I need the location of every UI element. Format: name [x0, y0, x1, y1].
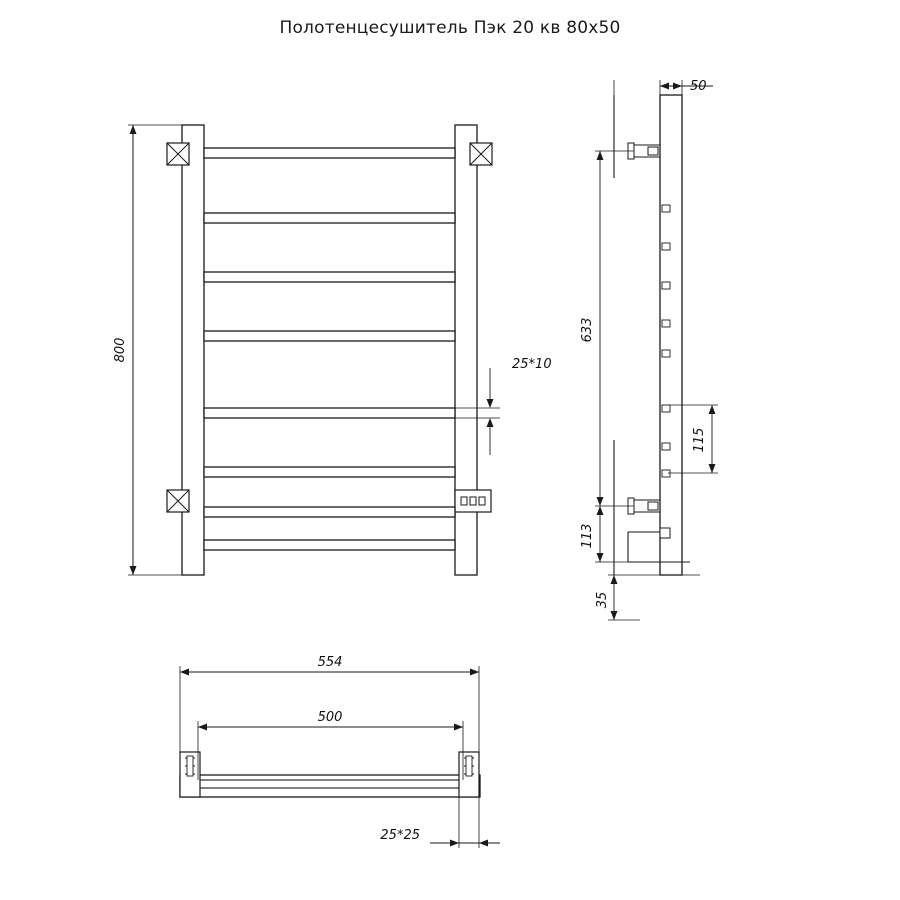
side-rail-stub — [662, 443, 670, 450]
top-rail — [198, 780, 463, 788]
side-rail-stub — [662, 282, 670, 289]
dim-top-profile: 25*25 — [380, 828, 420, 843]
front-rail — [204, 507, 455, 517]
dim-side-width: 50 — [690, 79, 707, 94]
front-rail — [204, 272, 455, 282]
front-rail — [204, 467, 455, 477]
side-body — [660, 95, 682, 575]
front-rail — [204, 540, 455, 550]
side-rail-stub — [662, 470, 670, 477]
front-rail — [204, 408, 455, 418]
top-view-group — [180, 655, 500, 848]
side-rail-stub — [662, 320, 670, 327]
front-rail — [204, 148, 455, 158]
dim-front-height: 800 — [113, 337, 128, 363]
front-rail — [204, 213, 455, 223]
dim-side-mid: 115 — [692, 427, 707, 453]
dim-side-bottom: 35 — [595, 591, 610, 609]
front-rail — [204, 331, 455, 341]
dim-side-height: 633 — [580, 317, 595, 343]
dim-top-inner: 500 — [317, 710, 343, 725]
dim-side-lower: 113 — [580, 523, 595, 549]
dim-top-outer: 554 — [317, 655, 343, 670]
side-rail-stub — [662, 205, 670, 212]
page-title: Полотенцесушитель Пэк 20 кв 80х50 — [279, 18, 621, 38]
side-rail-stub — [662, 243, 670, 250]
side-view-group — [580, 79, 718, 620]
side-rail-stub — [662, 350, 670, 357]
dim-tube-section: 25*10 — [512, 357, 552, 372]
front-view-group — [113, 125, 552, 575]
side-rail-stub — [662, 405, 670, 412]
